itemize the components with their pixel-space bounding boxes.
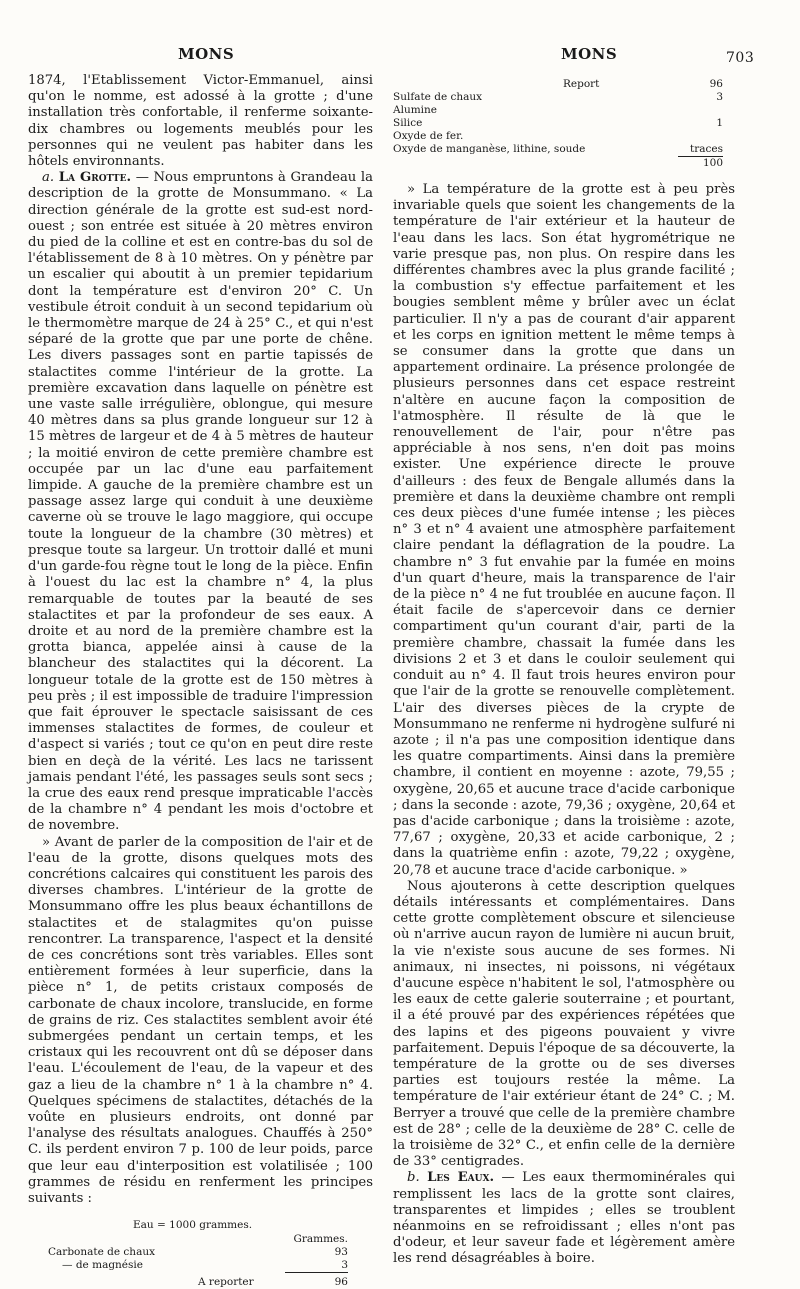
page-number: 703	[726, 50, 755, 66]
carry-value: 96	[285, 1273, 348, 1289]
row-value: traces	[690, 143, 723, 155]
row-name: Sulfate de chaux	[393, 91, 483, 103]
row-name: Carbonate de chaux	[48, 1246, 156, 1259]
report-label: Report	[563, 78, 600, 90]
row-value: 3	[341, 1259, 348, 1272]
table-row	[393, 78, 723, 91]
table-row	[393, 157, 723, 171]
composition-table-part1	[28, 1217, 373, 1289]
section-title: La Grotte.	[58, 170, 132, 186]
row-name: Alumine	[393, 104, 437, 116]
table-row	[393, 117, 723, 130]
composition-table-part2	[393, 78, 735, 170]
paragraph: » La température de la grotte est à peu près invariable quels que soient les changements de la température de l'air extérieur et la hauteur de l'eau dans les lacs. Son état hygrométrique ne varie presque pas, non plus. On respire dans les différentes chambres avec la plus grande facilité ; la combustion s'y effectue parfaitement et les bougies semblent même y brûler avec un éclat particulier. Il n'y a pas de courant d'air apparent et les corps en ignition mettent le même temps à se consumer dans la grotte que dans un appartement ordinaire. La présence prolongée de plusieurs personnes dans cet espace restreint n'altère en aucune façon la composition de l'atmosphère. Il résulte de là que le renouvellement de l'air, pour n'être pas appréciable à nos sens, n'en doit pas moins exister. Une expérience directe le prouve d'ailleurs : des feux de Bengale allumés dans la première et dans la deuxième chambre ont rempli ces deux pièces d'une fumée intense ; les pièces n° 3 et n° 4 avaient une atmosphère parfaitement claire pendant la déflagration de la poudre. La chambre n° 3 fut envahie par la fumée en moins d'un quart d'heure, mais la transparence de l'air de la pièce n° 4 ne fut troublée en aucune façon. Il était facile de s'apercevoir dans ce dernier compartiment qu'un courant d'air, parti de la première chambre, chassait la fumée dans les divisions 2 et 3 et dans le couloir seulement qui conduit au n° 4. Il faut trois heures environ pour que l'air de la grotte se renouvelle complètement. L'air des diverses pièces de la crypte de Monsummano ne renferme ni hydrogène sulfuré ni azote ; il n'a pas une composition identique dans les quatre compartiments. Ainsi dans la première chambre, il contient en moyenne : azote, 79,55 ; oxygène, 20,65 et aucune trace d'acide carbonique ; dans la seconde : azote, 79,36 ; oxygène, 20,64 et pas d'acide carbonique ; dans la troisième : azote, 77,67 ; oxygène, 20,33 et acide carbonique, 2 ; dans la quatrième enfin : azote, 79,22 ; oxygène, 20,78 et aucune trace d'acide carbonique. »	[393, 182, 735, 878]
section-b	[393, 1170, 735, 1267]
paragraph: Nous ajouterons à cette description quelques détails intéressants et complémentaires. Dans cette grotte complètement obscure et silencieuse où n'arrive aucun rayon de lumière ni aucun bruit, la vie n'existe sous aucune de ses formes. Ni animaux, ni insectes, ni poissons, ni végétaux d'aucune espèce n'habitent le sol, l'atmosphère ou les eaux de cette galerie souterraine ; et pourtant, il a été prouvé par des expériences répétées que des lapins et des pigeons pouvaient y vivre parfaitement. Depuis l'époque de sa découverte, la température de la grotte ou de ses diverses parties est toujours restée la même. La température de l'air extérieur étant de 24° C. ; M. Berryer a trouvé que celle de la première chambre est de 28° ; celle de la deuxième de 28° C. celle de la troisième de 32° C., et enfin celle de la dernière de 33° centigrades.	[393, 878, 735, 1170]
section-text: — Les eaux thermominérales qui remplissent les lacs de la grotte sont claires, transparentes et limpides ; elles se troublent néanmoins en se refroidissant ; elles n'ont pas d'odeur, et leur saveur fade et légèrement amère les rend désagréables à boire.	[393, 1170, 735, 1267]
unit-header: Grammes.	[293, 1233, 348, 1246]
section-label: a.	[42, 170, 55, 186]
row-value	[678, 104, 723, 117]
row-name: Silice	[393, 117, 423, 129]
table-row	[393, 104, 723, 117]
row-name: Oxyde de manganèse, lithine, soude	[393, 143, 586, 155]
left-running-head: MONS	[178, 45, 235, 63]
row-value: 93	[334, 1246, 348, 1259]
row-value: 1	[716, 117, 723, 129]
table-row	[48, 1273, 348, 1289]
table-row	[48, 1246, 348, 1259]
left-column	[28, 73, 373, 1289]
row-name: Oxyde de fer.	[393, 130, 464, 142]
row-value	[678, 130, 723, 143]
report-value: 96	[709, 78, 723, 90]
table-row	[48, 1259, 348, 1273]
section-label: b.	[407, 1170, 420, 1186]
table-row	[393, 130, 723, 143]
section-a	[28, 170, 373, 834]
carry-label: A reporter	[198, 1275, 254, 1288]
paragraph: 1874, l'Etablissement Victor-Emmanuel, ainsi qu'on le nomme, est adossé à la grotte ; d'une installation très confortable, il renferme soixante-dix chambres ou logements meublés pour les personnes qui ne veulent pas habiter dans les hôtels environnants.	[28, 73, 373, 170]
section-title: Les Eaux.	[427, 1170, 495, 1186]
table-total: 100	[678, 157, 723, 171]
paragraph: » Avant de parler de la composition de l'air et de l'eau de la grotte, disons quelques mots des concrétions calcaires qui constituent les parois des diverses chambres. L'intérieur de la grotte de Monsummano offre les plus beaux échantillons de stalactites et de stalagmites qu'on puisse rencontrer. La transparence, l'aspect et la densité de ces concrétions sont très variables. Elles sont entièrement formées à leur superficie, dans la pièce n° 1, de petits cristaux composés de carbonate de chaux incolore, translucide, en forme de grains de riz. Ces stalactites semblent avoir été submergées pendant un certain temps, et les cristaux qui les recouvrent ont dû se déposer dans l'eau. L'écoulement de l'eau, de la vapeur et des gaz a lieu de la chambre n° 1 à la chambre n° 4. Quelques spécimens de stalactites, détachés de la voûte en plusieurs endroits, ont donné par l'analyse des résultats analogues. Chauffés à 250° C. ils perdent environ 7 p. 100 de leur poids, parce que leur eau d'interposition est volatilisée ; 100 grammes de résidu en renferment les principes suivants :	[28, 834, 373, 1207]
right-column	[393, 78, 735, 1268]
row-value: 3	[716, 91, 723, 103]
row-name: — de magnésie	[62, 1259, 143, 1272]
right-running-head: MONS	[561, 45, 618, 63]
section-text: — Nous empruntons à Grandeau la description de la grotte de Monsummano. « La direction générale de la grotte est sud-est nord-ouest ; son entrée est située à 20 mètres environ du pied de la colline et est en contre-bas du sol de l'établissement de 8 à 10 mètres. On y pénètre par un escalier qui aboutit à un premier tepidarium dont la température est d'environ 20° C. Un vestibule étroit conduit à un second tepidarium où le thermomètre marque de 24 à 25° C., et qui n'est séparé de la grotte que par une porte de chêne. Les divers passages sont en partie tapissés de stalactites comme l'intérieur de la grotte. La première excavation dans laquelle on pénètre est une vaste salle irrégulière, oblongue, qui mesure 40 mètres dans sa plus grande longueur sur 12 à 15 mètres de largeur et de 4 à 5 mètres de hauteur ; la moitié environ de cette première chambre est occupée par un lac d'une eau parfaitement limpide. A gauche de la première chambre est un passage assez large qui conduit à une deuxième caverne où se trouve le lago maggiore, qui occupe toute la longueur de la chambre (30 mètres) et presque toute sa largeur. Un trottoir dallé et muni d'un garde-fou règne tout le long de la pièce. Enfin à l'ouest du lac est la chambre n° 4, la plus remarquable de toutes par la beauté de ses stalactites et par la profondeur de ses eaux. A droite et au nord de la première chambre est la grotta bianca, appelée ainsi à cause de la blancheur des stalactites qui la décorent. La longueur totale de la grotte est de 150 mètres à peu près ; il est impossible de traduire l'impression que fait éprouver le spectacle saisissant de ces immenses stalactites de formes, de couleur et d'aspect si variés ; tout ce qu'on en peut dire reste bien en deçà de la vérité. Les lacs ne tarissent jamais pendant l'été, les passages seuls sont secs ; la crue des eaux rend presque impraticable l'accès de la chambre n° 4 pendant les mois d'octobre et de novembre.	[28, 170, 374, 834]
table-row	[393, 143, 723, 157]
table-row	[393, 91, 723, 104]
table-title: Eau = 1000 grammes.	[133, 1219, 253, 1232]
